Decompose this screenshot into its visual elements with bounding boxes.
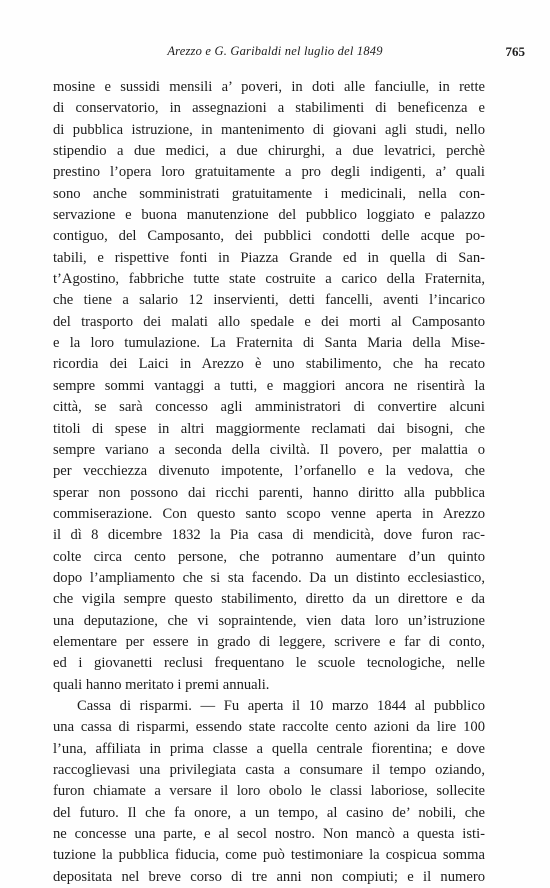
text-line: e la loro tumulazione. La Fraternita di Santa Maria della Mise- (53, 335, 485, 352)
text-line: depositata nel breve corso di tre anni non compiuti; e il numero (53, 868, 485, 885)
text-line: contiguo, del Camposanto, dei pubblici condotti delle acque po- (53, 228, 485, 245)
text-line: titoli di spese in altri maggiormente reclamati dai bisogni, che (53, 420, 485, 437)
body-text (53, 77, 485, 888)
text-line: il dì 8 dicembre 1832 la Pia casa di mendicità, dove furon rac- (53, 527, 485, 544)
text-line: quali hanno meritato i premi annuali. (53, 676, 270, 693)
text-line: di pubblica istruzione, in mantenimento di giovani agli studi, nello (53, 121, 485, 138)
text-line: ricordia dei Laici in Arezzo è uno stabilimento, che ha recato (53, 356, 485, 373)
text-line: per vecchiezza divenuto impotente, l’orfanello e la vedova, che (53, 463, 485, 480)
text-line: una cassa di risparmi, essendo state raccolte cento azioni da lire 100 (53, 719, 485, 736)
text-line: commiserazione. Con questo santo scopo venne aperta in Arezzo (53, 505, 485, 522)
text-line: elementare per essere in grado di leggere, scrivere e far di conto, (53, 633, 485, 650)
text-line: t’Agostino, fabbriche tutte state costruite a carico della Fraternita, (53, 271, 485, 288)
text-line: che vigila sempre questo stabilimento, diretto da un direttore e da (53, 591, 485, 608)
text-line: una deputazione, che vi sopraintende, vien data loro un’istruzione (53, 612, 485, 629)
page-header (0, 44, 550, 62)
text-line: ed i giovanetti reclusi frequentano le scuole tecnologiche, nelle (53, 655, 485, 672)
text-line: del trasporto dei malati allo spedale e dei morti al Camposanto (53, 313, 485, 330)
text-line: dopo l’ampliamento che si sta facendo. Da un distinto ecclesiastico, (53, 569, 485, 586)
text-line: che tiene a salario 12 inservienti, detti fancelli, aventi l’incarico (53, 292, 485, 309)
page-number: 765 (505, 44, 525, 59)
text-line: sempre variano a seconda della civiltà. Il povero, per malattia o (53, 441, 485, 458)
text-line: Cassa di risparmi. — Fu aperta il 10 marzo 1844 al pubblico (77, 697, 485, 714)
running-head: Arezzo e G. Garibaldi nel luglio del 1849 (167, 44, 383, 58)
text-line: di conservatorio, in assegnazioni a stabilimenti di beneficenza e (53, 100, 485, 117)
text-line: raccoglievasi una privilegiata casta a consumare il tempo oziando, (53, 762, 485, 778)
text-line: ne concesse una parte, e al secol nostro. Non mancò a questa isti- (53, 826, 485, 843)
text-line: mosine e sussidi mensili a’ poveri, in doti alle fanciulle, in rette (53, 79, 485, 95)
text-line: colte circa cento persone, che potranno aumentare d’un quinto (53, 548, 485, 565)
text-line: tuzione la pubblica fiducia, come può testimoniare la cospicua somma (53, 847, 485, 864)
text-line: l’una, affiliata in prima classe a quella centrale fiorentina; e dove (53, 740, 485, 757)
text-line: tabili, e rispettive fonti in Piazza Grande ed in quella di San- (53, 249, 485, 266)
text-line: sempre sommi vantaggi a tutti, e maggiori ancora ne risentirà la (53, 377, 485, 394)
text-line: servazione e buona manutenzione del pubblico loggiato e palazzo (53, 207, 485, 224)
text-line: sono anche somministrati gratuitamente i medicinali, nella con- (53, 185, 485, 202)
text-line: furon chiamate a versare il loro obolo le classi laboriose, sollecite (53, 783, 485, 800)
text-line: città, se sarà concesso agli amministratori di convertire alcuni (53, 399, 485, 416)
text-line: sperar non possono dai ricchi parenti, hanno diritto alla pubblica (53, 484, 485, 501)
text-line: del futuro. Il che fa onore, a un tempo, al casino de’ nobili, che (53, 804, 485, 821)
text-line: stipendio a due medici, a due chirurghi, a due levatrici, perchè (53, 143, 485, 160)
text-line: prestino l’opera loro gratuitamente a pro degli indigenti, a’ quali (53, 164, 485, 181)
